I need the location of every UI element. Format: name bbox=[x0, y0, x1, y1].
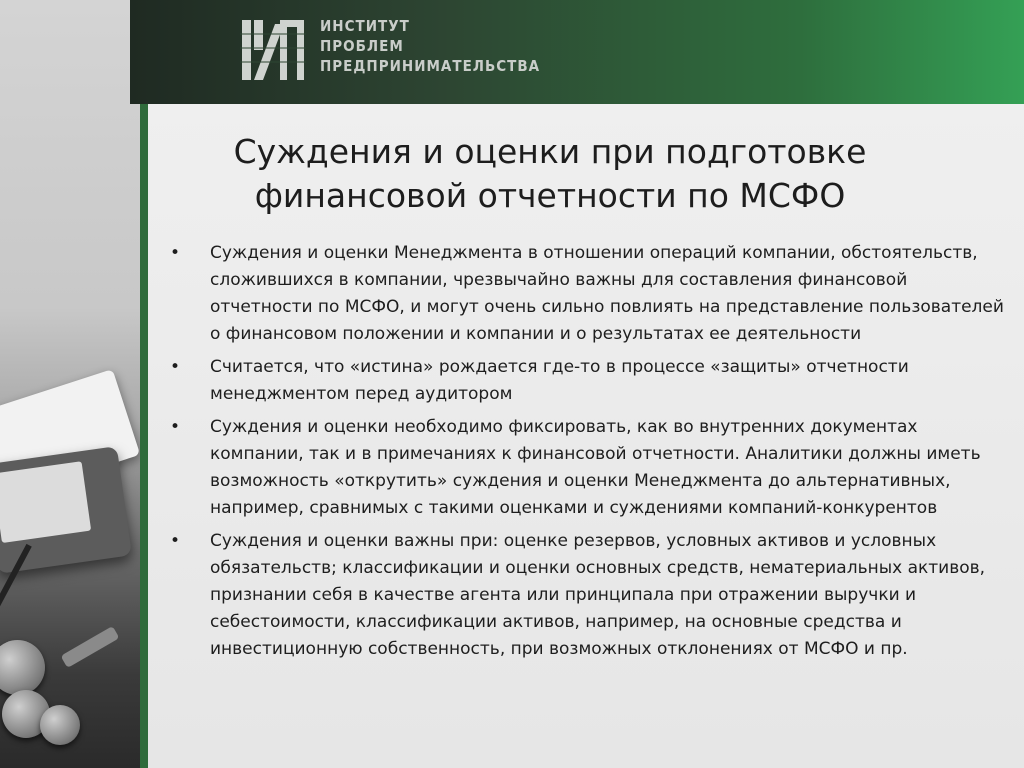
accent-divider bbox=[140, 104, 148, 768]
logo-line: ПРОБЛЕМ bbox=[320, 37, 404, 55]
bullet-text: Считается, что «истина» рождается где-то в процессе «защиты» отчетности менеджментом перед аудитором bbox=[210, 357, 909, 404]
pda-screen bbox=[0, 461, 91, 543]
bullet-list bbox=[170, 240, 1015, 669]
bullet-item bbox=[170, 528, 1015, 663]
bullet-marker: • bbox=[170, 357, 181, 377]
slide-title-line: Суждения и оценки при подготовке bbox=[233, 132, 867, 171]
bullet-text: Суждения и оценки Менеджмента в отношении операций компании, обстоятельств, сложившихся в компании, чрезвычайно важны для составления финансовой отчетности по МСФО, и могут очень сильно повлиять на представление пользователей о финансовом положении и компании и о результатах ее деятельности bbox=[210, 243, 1004, 344]
header-bar bbox=[130, 0, 1024, 104]
coin-image bbox=[40, 705, 80, 745]
bullet-text: Суждения и оценки важны при: оценке резервов, условных активов и условных обязательств; классификации и оценки основных средств, нематериальных активов, признании себя в качестве агента или принципала при отражении выручки и себестоимости, классификации активов, например, на основные средства и инвестиционную собственность, при возможных отклонениях от МСФО и пр. bbox=[210, 531, 986, 659]
bullet-text: Суждения и оценки необходимо фиксировать, как во внутренних документах компании, так и в примечаниях к финансовой отчетности. Аналитики должны иметь возможность «открутить» суждения и оценки Менеджмента до альтернативных, например, сравнимых с такими оценками и суждениями компаний-конкурентов bbox=[210, 417, 981, 518]
bullet-marker: • bbox=[170, 531, 181, 551]
bullet-marker: • bbox=[170, 243, 181, 263]
bullet-item bbox=[170, 354, 1015, 408]
bullet-marker: • bbox=[170, 417, 181, 437]
slide-title-line: финансовой отчетности по МСФО bbox=[254, 176, 846, 215]
coin-image bbox=[0, 640, 45, 695]
logo-wordmark bbox=[320, 16, 540, 76]
decorative-photo bbox=[0, 0, 140, 768]
slide-title bbox=[180, 130, 920, 218]
ipp-logo-icon bbox=[240, 14, 306, 84]
logo-line: ИНСТИТУТ bbox=[320, 17, 410, 35]
key-image bbox=[61, 626, 120, 668]
bullet-item bbox=[170, 240, 1015, 348]
bullet-item bbox=[170, 414, 1015, 522]
logo-line: ПРЕДПРИНИМАТЕЛЬСТВА bbox=[320, 57, 541, 75]
